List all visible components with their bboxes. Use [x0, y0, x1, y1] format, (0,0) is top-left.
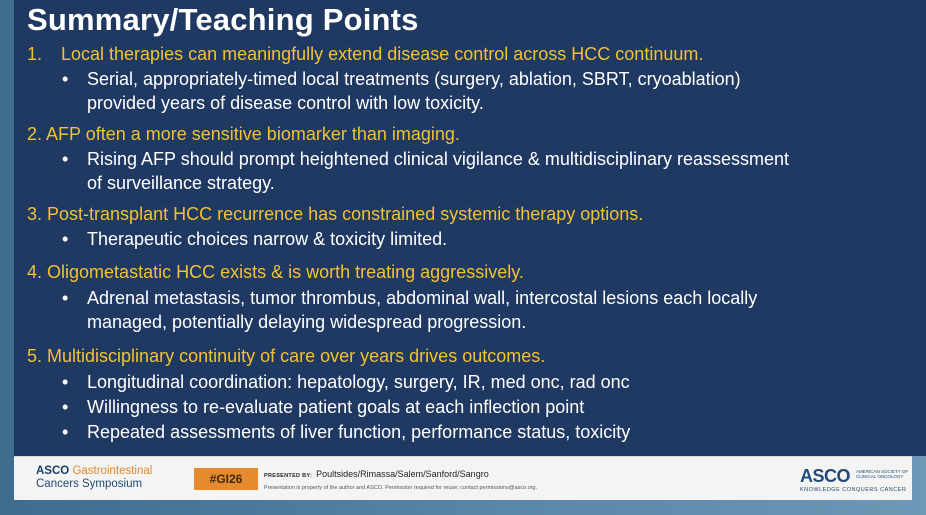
asco-logo — [800, 466, 910, 493]
asco-society-name: AMERICAN SOCIETY OF CLINICAL ONCOLOGY — [856, 469, 909, 479]
hashtag-badge: #GI26 — [194, 468, 258, 490]
bullet-item — [62, 420, 630, 444]
presenters-names: Poultsides/Rimassa/Salem/Sanford/Sangro — [316, 469, 489, 479]
slide-footer — [14, 456, 912, 500]
symposium-gi-text: Gastrointestinal — [72, 465, 153, 477]
bullet-text-line1: Serial, appropriately-timed local treatments (surgery, ablation, SBRT, cryoablation) — [87, 69, 741, 89]
teaching-point-3 — [27, 204, 643, 225]
bullet-glyph: • — [62, 372, 69, 392]
point-number: 2. — [27, 124, 43, 144]
teaching-point-4 — [27, 262, 524, 283]
bullet-text-line1: Therapeutic choices narrow & toxicity limited. — [87, 229, 448, 249]
point-text: Local therapies can meaningfully extend disease control across HCC continuum. — [61, 44, 704, 64]
point-number: 5. — [27, 346, 43, 366]
bullet-glyph: • — [62, 69, 69, 89]
copyright-disclaimer: Presentation is property of the author and ASCO. Permission required for reuse; contact permissions@asco.org. — [264, 485, 538, 491]
bullet-item — [62, 370, 630, 394]
slide-title: Summary/Teaching Points — [27, 2, 419, 37]
teaching-point-5 — [27, 346, 545, 367]
point-number: 1. — [27, 44, 43, 64]
bullet-text-line2: managed, potentially delaying widespread progression. — [87, 312, 527, 332]
presented-by — [264, 469, 489, 479]
bullet-text: Longitudinal coordination: hepatology, surgery, IR, med onc, rad onc — [87, 372, 630, 392]
point-text: Post-transplant HCC recurrence has constrained systemic therapy options. — [47, 204, 644, 224]
bullet-text-line1: Adrenal metastasis, tumor thrombus, abdominal wall, intercostal lesions each locally — [87, 288, 758, 308]
bullet-item — [62, 227, 447, 251]
bullet-glyph: • — [62, 422, 69, 442]
bullet-text-line2: provided years of disease control with low toxicity. — [87, 93, 484, 113]
symposium-asco-text: ASCO — [36, 465, 70, 477]
bullet-text: Repeated assessments of liver function, performance status, toxicity — [87, 422, 631, 442]
point-number: 4. — [27, 262, 43, 282]
bullet-text: Willingness to re-evaluate patient goals at each inflection point — [87, 397, 585, 417]
bullet-text-line1: Rising AFP should prompt heightened clinical vigilance & multidisciplinary reassessment — [87, 149, 790, 169]
point-text: AFP often a more sensitive biomarker than imaging. — [46, 124, 460, 144]
bullet-glyph: • — [62, 229, 69, 249]
bullet-item — [62, 395, 584, 419]
asco-tagline: KNOWLEDGE CONQUERS CANCER — [800, 487, 907, 493]
teaching-point-1 — [27, 44, 703, 65]
symposium-logo — [36, 465, 152, 491]
point-text: Oligometastatic HCC exists & is worth treating aggressively. — [47, 262, 524, 282]
bullet-glyph: • — [62, 149, 69, 169]
bullet-item — [62, 286, 757, 334]
bullet-glyph: • — [62, 288, 69, 308]
bullet-item — [62, 147, 789, 195]
asco-logo-word: ASCO — [800, 466, 851, 486]
point-number: 3. — [27, 204, 43, 224]
symposium-name-line2: Cancers Symposium — [36, 478, 143, 490]
bullet-glyph: • — [62, 397, 69, 417]
teaching-point-2 — [27, 124, 460, 145]
bullet-item — [62, 67, 741, 115]
slide — [14, 0, 926, 456]
point-text: Multidisciplinary continuity of care over years drives outcomes. — [47, 346, 546, 366]
bullet-text-line2: of surveillance strategy. — [87, 173, 275, 193]
presented-by-label: PRESENTED BY: — [264, 473, 313, 479]
